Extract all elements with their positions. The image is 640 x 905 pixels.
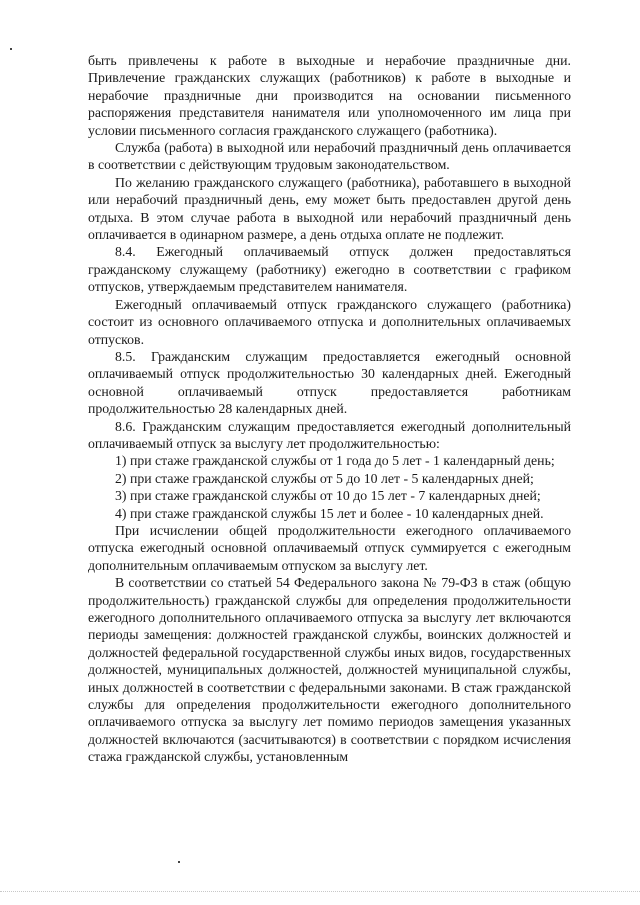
document-body [88, 52, 571, 766]
scan-speck [178, 861, 180, 863]
list-item: 1) при стаже гражданской службы от 1 года до 5 лет - 1 календарный день; [115, 453, 555, 469]
scan-speck [10, 48, 12, 50]
paragraph: быть привлечены к работе в выходные и нерабочие праздничные дни. Привлечение гражданских служащих (работников) к работе в выходные и нерабочие праздничные дни производится на основании письменного распоряжения представителя нанимателя или уполномоченного им лица при условии письменного согласия гражданского служащего (работника). [88, 53, 571, 138]
paragraph-section-8-4: 8.4. Ежегодный оплачиваемый отпуск должен предоставляться гражданскому служащему (работнику) ежегодно в соответствии с графиком отпусков, утверждаемым представителем нанимателя. [88, 244, 571, 295]
paragraph: При исчислении общей продолжительности ежегодного оплачиваемого отпуска ежегодный основной оплачиваемый отпуск суммируется с ежегодным дополнительным оплачиваемым отпуском за выслугу лет. [88, 522, 571, 573]
paragraph: Служба (работа) в выходной или нерабочий праздничный день оплачивается в соответствии с действующим трудовым законодательством. [88, 140, 571, 173]
paragraph: В соответствии со статьей 54 Федерального закона № 79-ФЗ в стаж (общую продолжительность) гражданской службы для определения продолжительности ежегодного дополнительного оплачиваемого отпуска за выслугу лет включаются периоды замещения: должностей гражданской службы, воинских должностей и должностей федеральной государственной службы иных видов, государственных должностей, муниципальных должностей, должностей муниципальной службы, иных должностей в соответствии с федеральными законами. В стаж гражданской службы для определения продолжительности ежегодного дополнительного оплачиваемого отпуска за выслугу лет помимо периодов замещения указанных должностей включаются (засчитываются) в соответствии с порядком исчисления стажа гражданской службы, установленным [88, 575, 571, 765]
list-item: 4) при стаже гражданской службы 15 лет и более - 10 календарных дней. [115, 505, 544, 521]
list-item: 2) при стаже гражданской службы от 5 до 10 лет - 5 календарных дней; [115, 470, 534, 486]
paragraph-section-8-6: 8.6. Гражданским служащим предоставляется ежегодный дополнительный оплачиваемый отпуск за выслугу лет продолжительностью: [88, 418, 571, 451]
list-item: 3) при стаже гражданской службы от 10 до 15 лет - 7 календарных дней; [115, 488, 541, 504]
paragraph-section-8-5: 8.5. Гражданским служащим предоставляется ежегодный основной оплачиваемый отпуск продолжительностью 30 календарных дней. Ежегодный основной оплачиваемый отпуск предоставляется работникам продолжительностью 28 календарных дней. [88, 348, 571, 417]
paragraph: По желанию гражданского служащего (работника), работавшего в выходной или нерабочий праздничный день, ему может быть предоставлен другой день отдыха. В этом случае работа в выходной или нерабочий праздничный день оплачивается в одинарном размере, а день отдыха оплате не подлежит. [88, 174, 571, 243]
page-bottom-border [0, 891, 640, 892]
paragraph: Ежегодный оплачиваемый отпуск гражданского служащего (работника) состоит из основного оплачиваемого отпуска и дополнительных оплачиваемых отпусков. [88, 296, 571, 347]
